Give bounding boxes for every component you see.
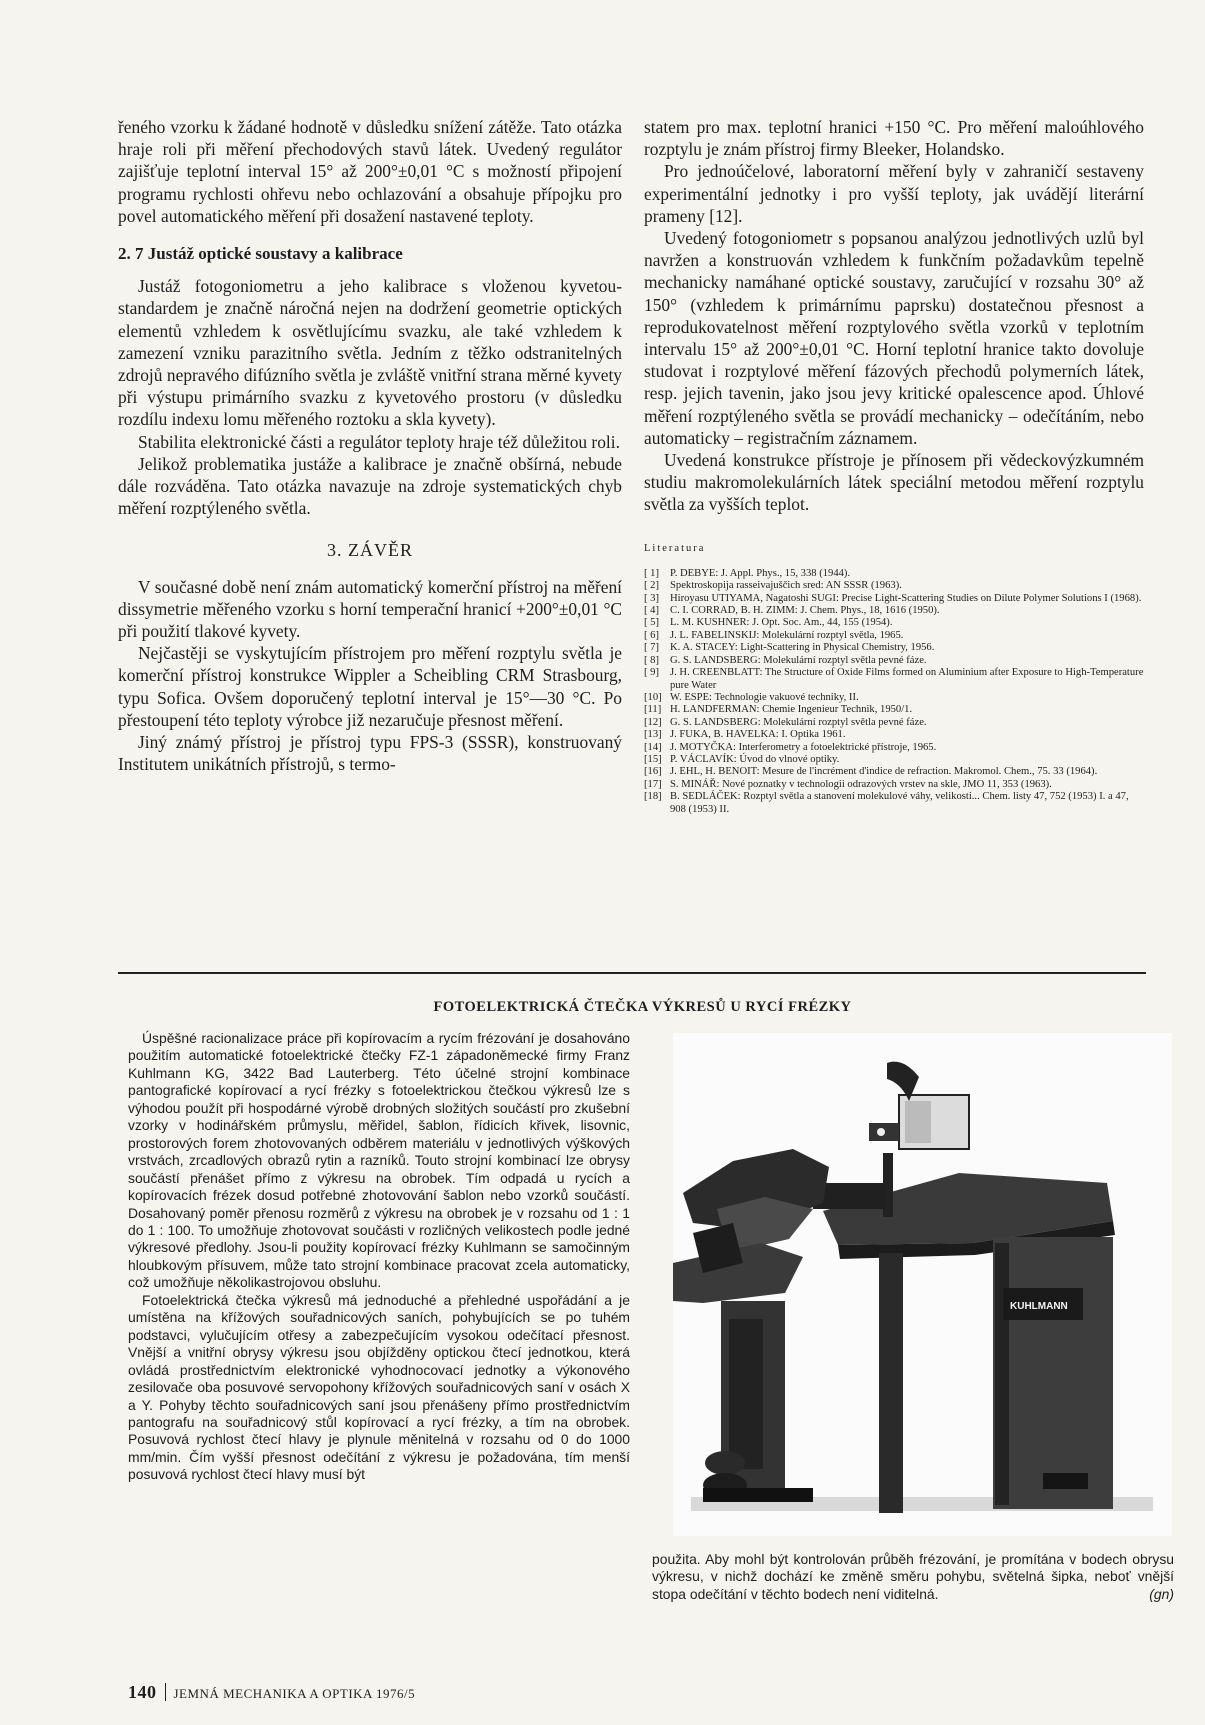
reference-text: P. VÁCLAVÍK: Úvod do vlnové optiky. (670, 753, 840, 765)
paragraph: Uvedený fotogoniometr s popsanou analýzou jednotlivých uzlů byl navržen a konstruován vzhledem k funkčním požadavkům tepelně mechanicky namáhané optické soustavy, zaručující v rozsahu 30° až 150° (vzhledem k primárnímu paprsku) dostatečnou přesnost a reprodukovatelnost měření rozptylového světla vzorků v teplotním intervalu 15° až 200°±0,01 °C. Horní teplotní hranice takto dovoluje studovat i rozptylové měření fázových přechodů polymerních látek, resp. jejich tavenin, jako jsou jevy kritické opalescence apod. Úhlové měření rozptýleného světla se provádí mechanicky – odečítáním, nebo automaticky – registračním záznamem. (644, 228, 1144, 448)
reference-item (644, 630, 1144, 642)
paragraph: řeného vzorku k žádané hodnotě v důsledku snížení zátěže. Tato otázka hraje roli při měření přechodových stavů látek. Uvedený regulátor zajišťuje teplotní interval 15° až 200°±0,01 °C s možností připojení programu rychlosti ohřevu nebo ochlazování a obsahuje přípojku pro povel automatického měření při dosažení nastavené teploty. (118, 117, 622, 226)
reference-item (644, 791, 1144, 816)
kuhlmann-label: KUHLMANN (1010, 1301, 1068, 1312)
caption-text: použita. Aby mohl být kontrolován průběh frézování, je promítána v bodech obrysu výkresu, v nichž dochází ke změně směru pohybu, světelná šipka, neboť vnější stopa odečítání v těchto bodech není viditelná. (652, 1551, 1174, 1602)
reference-item (644, 642, 1144, 654)
reference-number: [18] (644, 791, 662, 803)
reference-text: J. EHL, H. BENOIT: Mesure de l'incrément d'indice de refraction. Makromol. Chem., 75. 33 (1964). (670, 766, 1098, 778)
journal-name: JEMNÁ MECHANIKA A OPTIKA 1976/5 (173, 1686, 416, 1701)
reference-number: [ 8] (644, 654, 660, 666)
right-text-column (644, 116, 1144, 816)
reference-item (644, 568, 1144, 580)
paragraph: statem pro max. teplotní hranici +150 °C. Pro měření maloúhlového rozptylu je znám přístroj firmy Bleeker, Holandsko. (644, 117, 1144, 160)
reference-text: K. A. STACEY: Light-Scattering in Physical Chemistry, 1956. (670, 642, 935, 654)
reference-item (644, 754, 1144, 766)
reference-number: [ 4] (644, 605, 660, 617)
reference-item (644, 580, 1144, 592)
reference-number: [13] (644, 729, 662, 741)
reference-text: W. ESPE: Technologie vakuové techniky, II. (670, 691, 859, 703)
reference-text: H. LANDFERMAN: Chemie Ingenieur Technik, 1950/1. (670, 704, 913, 716)
reference-number: [15] (644, 753, 662, 765)
milling-machine-illustration (673, 1033, 1172, 1536)
reference-item (644, 742, 1144, 754)
reference-number: [ 1] (644, 567, 660, 579)
paragraph: V současné době není znám automatický komerční přístroj na měření dissymetrie měřeného vzorku s horní temperační hranicí +200°±0,01 °C při použití tlakové kyvety. (118, 576, 622, 642)
paragraph: Fotoelektrická čtečka výkresů má jednoduché a přehledné uspořádání a je umístěna na křížových souřadnicových saních, pohybujících se po tuhém podstavci, vylučujícím otřesy a zabezpečujícím vysokou odečítací přesnost. Vnější a vnitřní obrysy výkresu jsou objížděny optickou čtecí jednotkou, která ovládá prostřednictvím elektronické vyhodnocovací jednotky a výkonového zesilovače oba posuvové servopohony křížových souřadnicových saní v osách X a Y. Pohyby těchto souřadnicových saní jsou přenášeny přímo prostřednictvím pantografu na souřadnicový stůl kopírovací a rycí frézky, a tím na obrobek. Posuvová rychlost čtecí hlavy je plynule měnitelná v rozsahu od 0 do 1000 mm/min. Čím vyšší přesnost odečítání z výkresu je požadována, tím menší posuvová rychlost čtecí hlavy musí být (128, 1291, 630, 1483)
paragraph: Stabilita elektronické části a regulátor teploty hraje též důležitou roli. (138, 431, 620, 452)
reference-number: [16] (644, 766, 662, 778)
reference-text: G. S. LANDSBERG: Molekulární rozptyl světla pevné fáze. (670, 654, 927, 666)
reference-text: C. I. CORRAD, B. H. ZIMM: J. Chem. Phys., 18, 1616 (1950). (670, 605, 940, 617)
reference-item (644, 692, 1144, 704)
reference-text: J. L. FABELINSKIJ: Molekulární rozptyl světla, 1965. (670, 629, 904, 641)
paragraph: Úspěšné racionalizace práce při kopírovacím a rycím frézování je dosahováno použitím automatické fotoelektrické čtečky FZ-1 západoněmecké firmy Franz Kuhlmann KG, 3422 Bad Lauterberg. Této účelné strojní kombinace pantografické kopírovací a rycí frézky s fotoelektrickou čtečkou výkresů lze s výhodou použít při hospodárné výrobě drobných složitých součástí pro zkušební vzorky v hodinářském průmyslu, měřidel, šablon, řídicích křivek, lisovnic, prostorových forem zhotovovaných odběrem materiálu v jednotlivých výškových vrstvách, zrcadlových obrazů rytin a razníků. Touto strojní kombinací lze obrysy součástí přenášet přímo z výkresu na obrobek. Tím odpadá u rycích a kopírovacích frézek dosud potřebné zhotovování šablon nebo vzorků součástí. Dosahovaný poměr přenosu rozměrů z výkresu na obrobek je v rozsahu od 1 : 1 do 1 : 100. To umožňuje zhotovovat součásti v rozličných velikostech podle jedné výkresové předlohy. Jsou-li použity kopírovací frézky Kuhlmann se samočinným hloubkovým přísuvem, může tato strojní kombinace pracovat zcela automaticky, což umožňuje několikastrojovou obsluhu. (128, 1030, 630, 1291)
reference-text: P. DEBYE: J. Appl. Phys., 15, 338 (1944). (670, 567, 851, 579)
paragraph: Jiný známý přístroj je přístroj typu FPS-3 (SSSR), konstruovaný Institutem unikátních přístrojů, s termo- (118, 732, 622, 775)
photo-caption (652, 1551, 1174, 1603)
reference-item (644, 729, 1144, 741)
reference-item (644, 779, 1144, 791)
reference-number: [14] (644, 741, 662, 753)
conclusion-heading: 3. ZÁVĚR (327, 540, 413, 561)
reference-text: B. SEDLÁČEK: Rozptyl světla a stanovení molekulové váhy, velikosti... Chem. listy 47, 752 (1953) I. a 47, 908 (1953) II. (670, 791, 1129, 815)
reference-text: S. MINÁŘ: Nové poznatky v technologii odrazových vrstev na skle, JMO 11, 353 (1963). (670, 778, 1052, 790)
footer-separator (165, 1683, 166, 1701)
paragraph: Nejčastěji se vyskytujícím přístrojem pro měření rozptylu světla je komerční přístroj konstrukce Wippler a Scheibling CRM Strasbourg, typu Sofica. Ovšem doporučený teplotní interval je 15°—30 °C. Po přestoupení této teploty výrobce již nezaručuje přesnost měření. (118, 643, 622, 730)
page-footer (128, 1682, 415, 1703)
article-text-column (128, 1030, 630, 1484)
reference-item (644, 667, 1144, 692)
reference-number: [ 5] (644, 617, 660, 629)
reference-text: Hiroyasu UTIYAMA, Nagatoshi SUGI: Precise Light-Scattering Studies on Dilute Polymer Solutions I (1968). (670, 592, 1142, 604)
reference-item (644, 717, 1144, 729)
page-number: 140 (128, 1682, 157, 1702)
reference-number: [17] (644, 778, 662, 790)
paragraph: Uvedená konstrukce přístroje je přínosem při vědeckovýzkumném studiu makromolekulárních látek speciální metodou měření rozptylu světla za vyšších teplot. (644, 450, 1144, 515)
reference-number: [ 9] (644, 667, 660, 679)
section-divider (118, 972, 1146, 974)
reference-text: J. H. CREENBLATT: The Structure of Oxide Films formed on Aluminium after Exposure to High-Temperature pure Water (670, 667, 1144, 691)
reference-number: [ 2] (644, 580, 660, 592)
literature-title: Literatura (644, 542, 706, 554)
reference-list (644, 568, 1144, 816)
reference-item (644, 605, 1144, 617)
reference-item (644, 655, 1144, 667)
reference-text: Spektroskopija rasseivajuščich sred: AN SSSR (1963). (670, 580, 902, 592)
reference-number: [ 3] (644, 592, 660, 604)
reference-item (644, 617, 1144, 629)
left-text-column (118, 116, 622, 775)
paragraph: Pro jednoúčelové, laboratorní měření byly v zahraničí sestaveny experimentální jednotky i pro vyšší teploty, jak uvádějí literární prameny [12]. (644, 161, 1144, 226)
reference-text: J. FUKA, B. HAVELKA: I. Optika 1961. (670, 729, 846, 741)
paragraph: Jelikož problematika justáže a kalibrace je značně obšírná, nebude dále rozváděna. Tato otázka navazuje na zdroje systematických chyb měření rozptýleného světla. (118, 453, 622, 519)
reference-text: J. MOTYČKA: Interferometry a fotoelektrické přístroje, 1965. (670, 741, 937, 753)
reference-item (644, 593, 1144, 605)
reference-item (644, 704, 1144, 716)
reference-number: [11] (644, 704, 662, 716)
section-heading: 2. 7 Justáž optické soustavy a kalibrace (118, 244, 403, 264)
reference-number: [10] (644, 691, 662, 703)
reference-text: G. S. LANDSBERG: Molekulární rozptyl světla pevné fáze. (670, 716, 927, 728)
reference-item (644, 766, 1144, 778)
article-title: FOTOELEKTRICKÁ ČTEČKA VÝKRESŮ U RYCÍ FRÉZKY (433, 999, 852, 1015)
reference-number: [ 7] (644, 642, 660, 654)
paragraph: Justáž fotogoniometru a jeho kalibrace s vloženou kyvetou-standardem je značně náročná nejen na dodržení geometrie optických elementů vzhledem k osvětlujícímu svazku, ale také vzhledem k zamezení vzniku parazitního světla. Jedním z těžko odstranitelných zdrojů nepravého difúzního světla je zvláště vnitřní strana měrné kyvety při výstupu primárního svazku z kyvetového prostoru (v důsledku rozdílu indexu lomu měřeného roztoku a skla kyvety). (118, 276, 622, 430)
reference-number: [ 6] (644, 629, 660, 641)
reference-number: [12] (644, 716, 662, 728)
machine-photo (673, 1033, 1172, 1536)
reference-text: L. M. KUSHNER: J. Opt. Soc. Am., 44, 155 (1954). (670, 617, 893, 629)
author-signature: (gn) (1149, 1585, 1174, 1602)
